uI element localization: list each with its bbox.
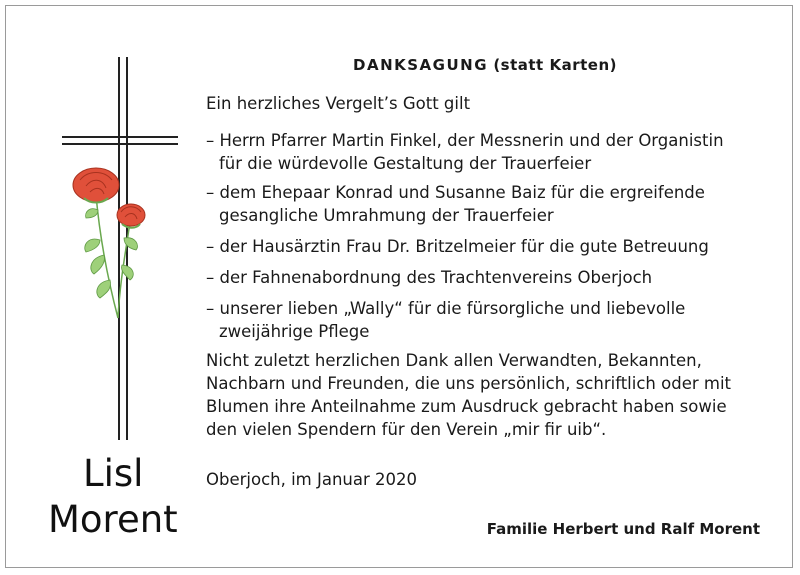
list-item: – unserer lieben „Wally“ für die fürsorgliche und liebevolle [206, 299, 686, 318]
place-date: Oberjoch, im Januar 2020 [206, 470, 418, 489]
list-item: – Herrn Pfarrer Martin Finkel, der Messnerin und der Organistin [206, 131, 724, 150]
closing-text: Nachbarn und Freunden, die uns persönlich, schriftlich oder mit [206, 374, 732, 393]
closing-text: den vielen Spendern für den Verein „mir fir uib“. [206, 420, 607, 439]
heading-main: DANKSAGUNG [353, 56, 489, 74]
list-item: – dem Ehepaar Konrad und Susanne Baiz für die ergreifende [206, 183, 705, 202]
cross-with-roses [0, 0, 200, 460]
list-item-continuation: gesangliche Umrahmung der Trauerfeier [219, 206, 554, 225]
rose-icon [73, 168, 145, 318]
list-item: – der Fahnenabordnung des Trachtenvereins Oberjoch [206, 268, 653, 287]
heading-sub: (statt Karten) [493, 56, 617, 74]
closing-text: Nicht zuletzt herzlichen Dank allen Verwandten, Bekannten, [206, 351, 702, 370]
deceased-last-name: Morent [48, 498, 178, 541]
intro-text: Ein herzliches Vergelt’s Gott gilt [206, 94, 471, 113]
list-item-continuation: zweijährige Pflege [219, 322, 370, 341]
list-item-continuation: für die würdevolle Gestaltung der Trauerfeier [219, 154, 592, 173]
cross-icon [62, 57, 178, 440]
list-item: – der Hausärztin Frau Dr. Britzelmeier für die gute Betreuung [206, 237, 709, 256]
closing-text: Blumen ihre Anteilnahme zum Ausdruck gebracht haben sowie [206, 397, 727, 416]
signature: Familie Herbert und Ralf Morent [486, 520, 760, 538]
deceased-first-name: Lisl [83, 452, 144, 495]
heading [330, 56, 640, 74]
